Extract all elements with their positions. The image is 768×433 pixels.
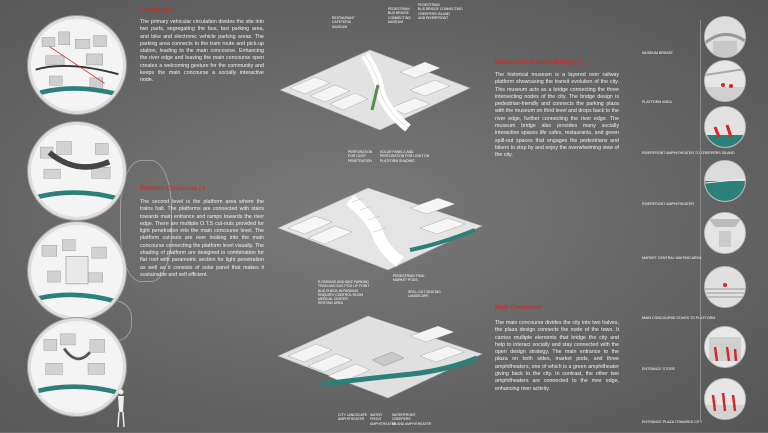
view-circle-concourse-stairs <box>704 266 746 308</box>
model-label: E-PARKING AND BIKE PARKING TRAM AND BUS PICK UP POINT BUS CHECK-IN PARKING ENQUIRY/ CONTROL ROOM MEDICAL CENTER RESTING AREA <box>318 280 370 306</box>
model-label: CITY LANDSCAPE AMPHITHEATER <box>338 413 368 422</box>
model-label: PEDESTRIAN BUS BRIDGE CONNECTING CREEPERS ISLAND AND RIVERFRONT <box>418 3 463 20</box>
section-heading-platform: Platform Concourse (-) <box>140 186 206 192</box>
view-circle-riverfront-amphitheater <box>704 160 746 202</box>
view-label: MAIN CONCOURSE STAIRS TO PLATFORM <box>642 316 716 320</box>
axonometric-model-middle <box>260 170 490 280</box>
view-circle-entrance-plaza <box>704 378 746 420</box>
model-label: SPILL OUT SEATING LANDSCAPE <box>408 290 441 299</box>
section-body-circulation: The primary vehicular circulation divides the site into two parts, segregating the bus, taxi parking area, and bike and electronic vehicle parking areas. The parking area connects to the tram route and pick-up station, leading to the main concourse. Enhancing the river edge and leaving the main concourse open creates a welcoming gesture for the community and keeps the main concourse a socially interactive node. <box>140 19 264 84</box>
axonometric-model-top <box>260 30 480 150</box>
view-label: RIVERFRONT AMPHITHEATER <box>642 202 694 206</box>
site-plan-circle-1 <box>28 16 126 114</box>
view-connector-line <box>700 20 701 420</box>
view-circle-market-waiting <box>704 212 746 254</box>
model-label: RESTAURANT CAFETERIA MUSEUM <box>332 16 355 29</box>
view-label: RIVERFRONT AMPHITHEATER TO CREEPERS ISLAND <box>642 151 735 155</box>
model-label: SOLAR PANELS AND PERFORATION FOR LIGHT ON PLATFORM SHADING <box>380 150 430 163</box>
site-plan-circle-4 <box>28 318 126 416</box>
section-body-main-concourse: The main concourse divides the city into two halves, the plaza design connects the node of the town. It carries multiple elements that bridge the city and help to interact socially and stay connected with the open design strategy. The main entrance to the plaza on both sides, market pods, and three amphitheaters, one of which is a green amphitheater giving back to the city. In contrast, the other two amphitheaters are connected to the river edge, enhancing river activity. <box>495 320 619 392</box>
view-circle-entrance-store <box>704 326 746 368</box>
view-label: MUSEUM BRIDGE <box>642 51 673 55</box>
view-label: PLATFORM AREA <box>642 100 672 104</box>
section-body-museum-bridge: The historical museum is a layered over railway platform showcasing the transit evolution of the city. This museum acts as a bridge connecting the three intersecting nodes of the city. The bridge design is pedestrian-friendly and connects the parking plaza with the museum on third level and drops back to the river edge, further connecting the river edge. The museum bridge also provides many socially interactive spaces life cafes, restaurants, and green spill-out spaces that engages the pedestrians and bikers to stop by and enjoy the overwhelming view of the city. <box>495 72 619 159</box>
view-label: ENTRANCE PLAZA TOWARDS CITY <box>642 420 703 424</box>
model-label: PEDESTRIAN BUS BRIDGE CONNECTING MUSEUM <box>388 7 411 24</box>
view-circle-riverfront-creepers <box>704 106 746 148</box>
section-heading-main-concourse: Main Concourse <box>495 305 542 311</box>
model-label: PEDESTRIAN TRAIL MARKET PODS <box>393 274 426 283</box>
view-label: MARKET CENTRAL WAITING AREA <box>642 256 702 260</box>
section-heading-circulation: Circulation <box>140 8 172 14</box>
axonometric-model-bottom <box>262 300 488 410</box>
section-heading-museum-bridge: Museum Pedestrian Bridge (+) <box>495 60 582 66</box>
section-body-platform: The second level is the platform area where the trains halt. The platforms are connected with stairs towards main entrance and ramps towards the river edge. There are multiple O.T.S cut-outs provided for light penetration into the main concourse level. The platform cut-outs are over looking into the main concourse connecting the platform level visually. The shading of platform are designed in combination for flat roof with parametric section for light penetration as well as it consists of solar panel that makes it sustainable and self efficient. <box>140 199 264 278</box>
person-figure <box>116 388 126 428</box>
model-label: PERFORATION FOR LIGHT PENETRATION <box>348 150 373 163</box>
view-label: ENTRANCE STORE <box>642 367 676 371</box>
view-circle-museum-bridge <box>704 16 746 58</box>
site-plan-circle-2 <box>28 122 126 220</box>
model-label: WATERFRONT CREEPERS ISLAND AMPHITHEATER <box>392 413 432 426</box>
model-label: WATER FRONT AMPHITHEATER <box>370 413 397 426</box>
site-plan-circle-3 <box>28 222 126 320</box>
view-circle-platform-area <box>704 60 746 102</box>
